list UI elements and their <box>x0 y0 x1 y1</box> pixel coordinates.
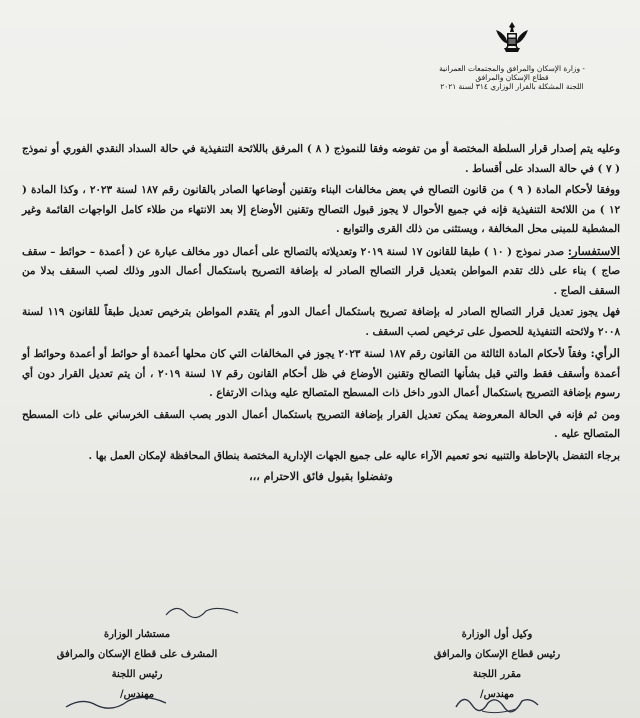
eagle-emblem-icon <box>492 18 532 58</box>
ministry-name: - وزارة الإسكان والمرافق والمجتمعات العمرانية <box>439 64 585 73</box>
signer-right-position: رئيس قطاع الإسكان والمرافق <box>433 649 561 660</box>
letter-body <box>22 140 620 483</box>
opinion-label: الرأي: <box>590 346 620 360</box>
paragraph-opinion-conclusion: ومن ثم فإنه في الحالة المعروضة يمكن تعديل القرار بإضافة التصريح باستكمال أعمال الدور بصب السقف الخرساني على ذات المسطح المتصالح عليه . <box>22 408 620 440</box>
committee-name: اللجنة المشكلة بالقرار الوزاري ٣١٤ لسنة ٢٠٢١ <box>440 82 584 91</box>
letterhead <box>412 18 612 91</box>
signer-right-title: وكيل أول الوزارة <box>461 629 533 640</box>
sector-name: قطاع الإسكان والمرافق <box>475 73 549 82</box>
paragraph-opinion <box>22 344 620 404</box>
paragraph-request: برجاء التفضل بالإحاطة والتنبيه نحو تعميم الآراء عاليه على جميع الجهات الإدارية المختصة بنطاق المحافظة لإمكان العمل بها . <box>88 449 620 462</box>
signer-left-name: مهندس/ <box>119 689 155 700</box>
signer-right-name: مهندس/ <box>479 689 515 700</box>
closing-salutation: وتفضلوا بقبول فائق الاحترام ،،، <box>249 470 393 483</box>
handwritten-initials <box>162 601 242 623</box>
signer-left-title: مستشار الوزارة <box>103 629 171 640</box>
handwritten-signature-right <box>452 689 542 717</box>
opinion-text: وفقاً لأحكام المادة الثالثة من القانون رقم ١٨٧ لسنة ٢٠٢٣ يجوز في المخالفات التي كان محلها أعمدة أو حوائط أو أعمدة وحوائط أو أعمدة وأسقف فقط والتي قبل بشأنها التصالح وتقنين الأوضاع في ظل أحكام القانون رقم ١٧ لسنة ٢٠١٩ ، أن يتم تعديل القرار دون أي رسوم بإضافة التصريح باستكمال أعمال الدور داخل ذات المسطح المتصالح عليه وبذات الارتفاع . <box>22 348 620 399</box>
inquiry-label: الاستفسار: <box>567 243 621 258</box>
signer-left-position: المشرف على قطاع الإسكان والمرافق <box>56 649 218 660</box>
paragraph-article-9: ووفقا لأحكام المادة ( ٩ ) من قانون التصالح في بعض مخالفات البناء وتقنين أوضاعها الصادر بالقانون رقم ١٨٧ لسنة ٢٠٢٣ ، وكذا المادة ( ١٢ ) من اللائحة التنفيذية فإنه في جميع الأحوال لا يجوز قبول التصالح وتقنين الأوضاع إلا بعد الانتهاء من طلاء كامل الواجهات القائمة وغير المشطبة للمبنى محل المخالفة ، ويستثنى من ذلك القرى والتوابع . <box>22 184 620 235</box>
paragraph-inquiry <box>22 242 620 302</box>
signer-left-role: رئيس اللجنة <box>111 669 163 680</box>
signer-right-role: مقرر اللجنة <box>472 669 522 680</box>
paragraph-decision: وعليه يتم إصدار قرار السلطة المختصة أو من تفوضه وفقا للنموذج ( ٨ ) المرفق باللائحة التنفيذية في حالة السداد النقدي الفوري أو نموذج ( ٧ ) في حالة السداد على أقساط . <box>22 143 620 175</box>
inquiry-text: صدر نموذج ( ١٠ ) طبقا للقانون ١٧ لسنة ٢٠١٩ وتعديلاته بالتصالح على أعمال دور مخالف عبارة عن ( أعمدة – حوائط – سقف صاج ) بناء على ذلك تقدم المواطن بتعديل قرار التصالح الصادر له بإضافة التصريح باستكمال أعمال الدور وذلك لصب السقف بدلا من السقف الصاج . <box>22 245 620 297</box>
handwritten-signature-left <box>62 691 172 717</box>
signature-block <box>22 625 612 718</box>
paragraph-inquiry-question: فهل يجوز تعديل قرار التصالح الصادر له بإضافة تصريح باستكمال أعمال الدور أم يتقدم المواطن بترخيص تعديل طبقاً للقانون ١١٩ لسنة ٢٠٠٨ ولائحته التنفيذية للحصول على ترخيص لصب السقف . <box>22 306 620 338</box>
